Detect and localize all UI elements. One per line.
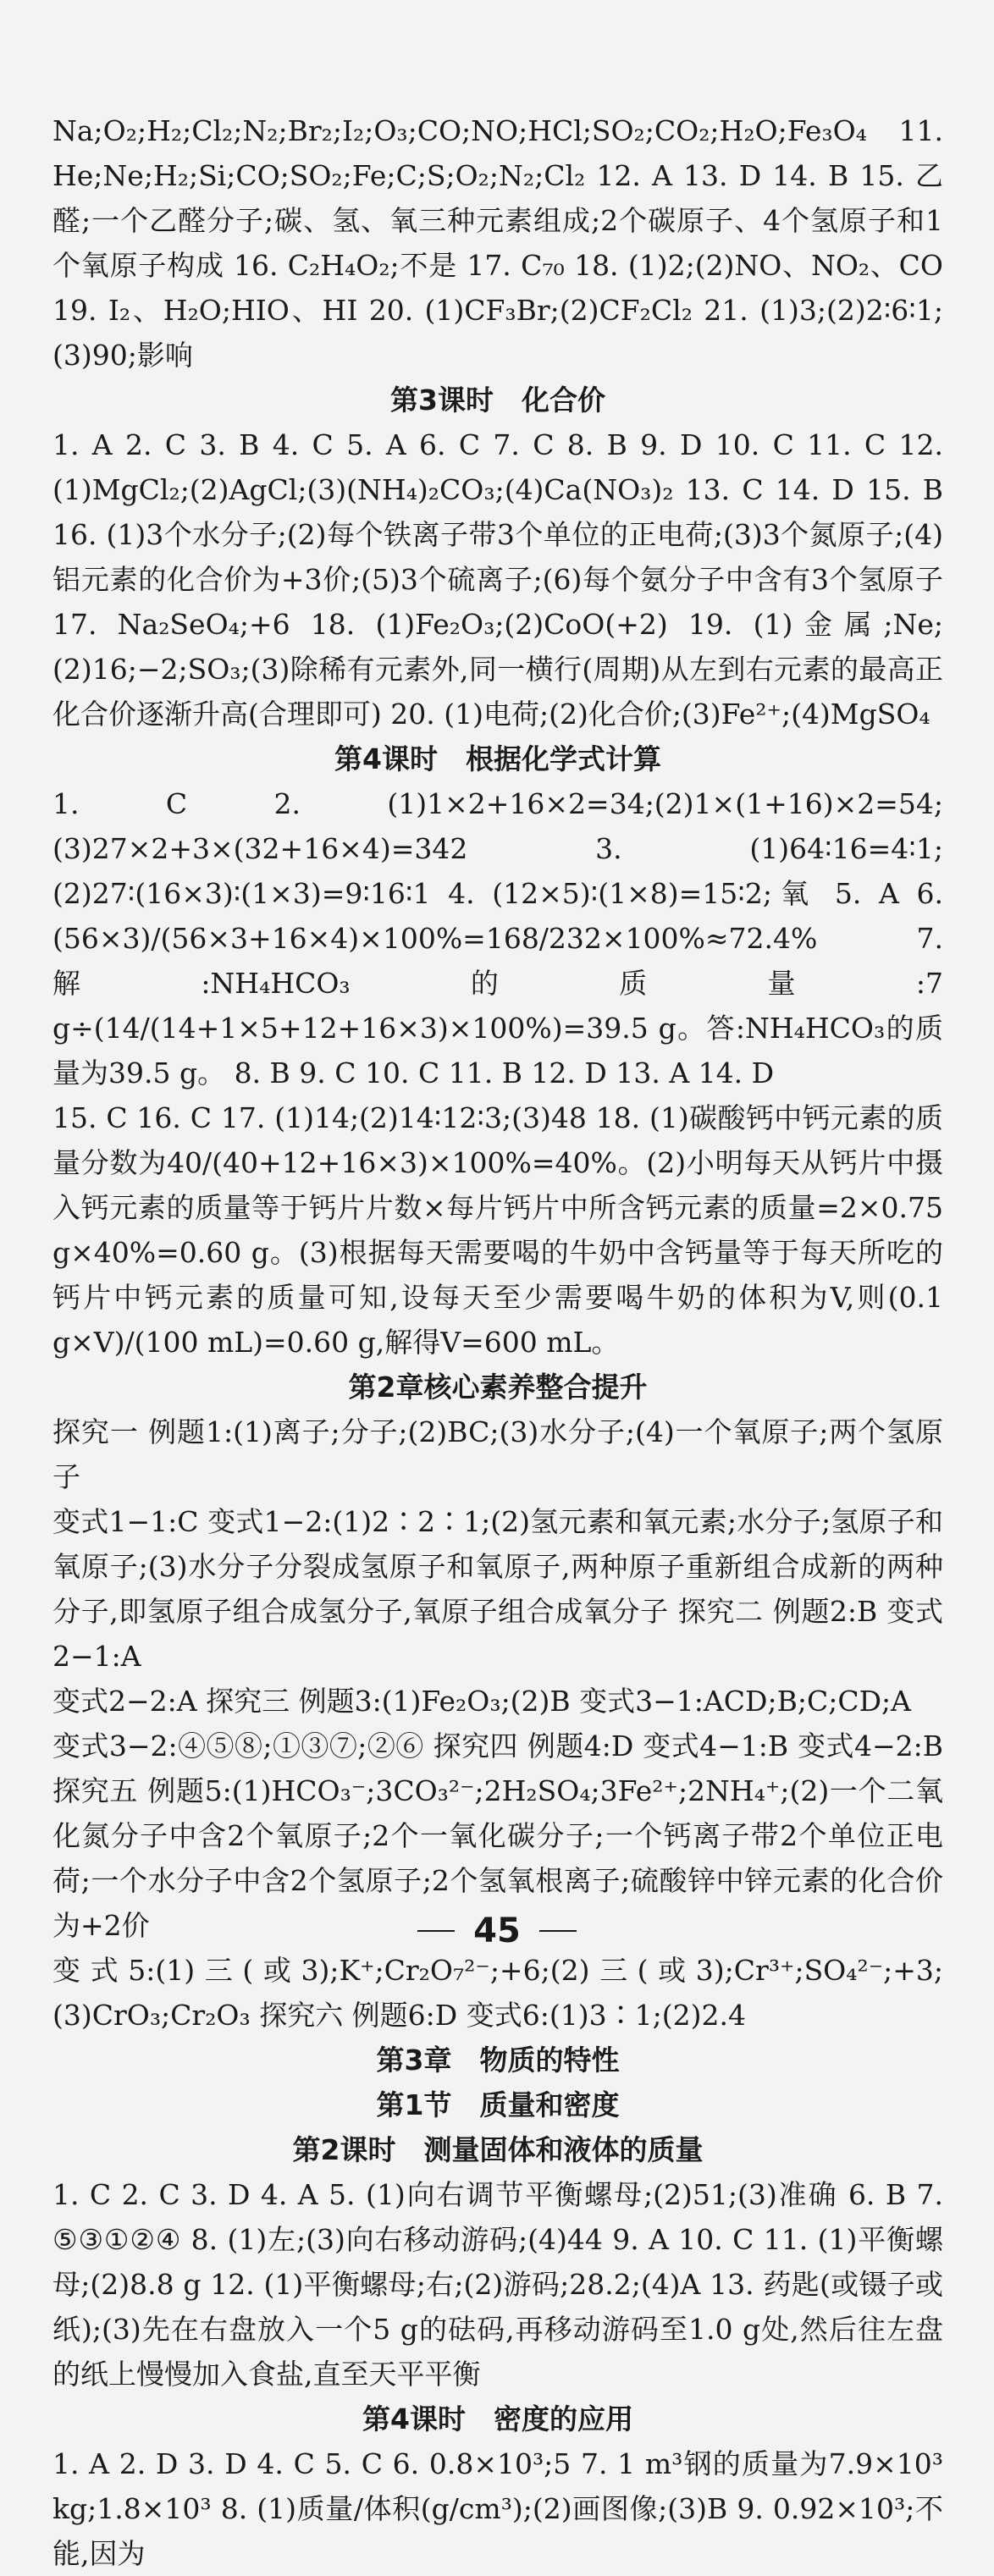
section-heading: 第2章核心素养整合提升 xyxy=(348,1371,648,1404)
section-heading: 第2课时 测量固体和液体的质量 xyxy=(292,2133,704,2166)
footer-rule-left xyxy=(417,1930,455,1932)
paragraph: 15. C 16. C 17. (1)14;(2)14∶12∶3;(3)48 18. (1)碳酸钙中钙元素的质量分数为40/(40+12+16×3)×100%=40%。(2)小明每天从钙片中摄入钙元素的质量等于钙片片数×每片钙片中所含钙元素的质量=2×0.75 g×40%=0.60 g。(3)根据每天需要喝的牛奶中含钙量等于每天所吃的钙片中钙元素的质量可知,设每天至少需要喝牛奶的体积为V,则(0.1 g×V)/(100 mL)=0.60 g,解得V=600 mL。 xyxy=(52,1101,943,1359)
page-number: 45 xyxy=(473,1911,521,1950)
paragraph: Na;O₂;H₂;Cl₂;N₂;Br₂;I₂;O₃;CO;NO;HCl;SO₂;CO₂;H₂O;Fe₃O₄ 11. He;Ne;H₂;Si;CO;SO₂;Fe;C;S;O₂;N₂;Cl₂ 12. A 13. D 14. B 15. 乙醛;一个乙醛分子;碳、氢、氧三种元素组成;2个碳原子、4个氢原子和1个氧原子构成 16. C₂H₄O₂;不是 17. C₇₀ 18. (1)2;(2)NO、NO₂、CO 19. I₂、H₂O;HIO、HI 20. (1)CF₃Br;(2)CF₂Cl₂ 21. (1)3;(2)2∶6∶1;(3)90;影响 xyxy=(52,114,943,372)
section-heading: 第4课时 密度的应用 xyxy=(362,2402,633,2435)
paragraph: 1. C 2. (1)1×2+16×2=34;(2)1×(1+16)×2=54;(3)27×2+3×(32+16×4)=342 3. (1)64∶16=4∶1;(2)27∶(16×3)∶(1×3)=9∶16∶1 4. (12×5)∶(1×8)=15∶2;氧 5. A 6. (56×3)/(56×3+16×4)×100%=168/232×100%≈72.4% 7. 解:NH₄HCO₃的质量:7 g÷(14/(14+1×5+12+16×3)×100%)=39.5 g。答:NH₄HCO₃的质量为39.5 g。 8. B 9. C 10. C 11. B 12. D 13. A 14. D xyxy=(52,787,943,1089)
footer-rule-right xyxy=(539,1930,577,1932)
section-heading: 第3课时 化合价 xyxy=(390,383,605,416)
paragraph: 探究一 例题1:(1)离子;分子;(2)BC;(3)水分子;(4)一个氧原子;两个氢原子 xyxy=(52,1415,943,1493)
paragraph: 1. A 2. D 3. D 4. C 5. C 6. 0.8×10³;5 7. 1 m³钢的质量为7.9×10³ kg;1.8×10³ 8. (1)质量/体积(g/cm³);(2)画图像;(3)B 9. 0.92×10³;不能,因为 xyxy=(52,2447,943,2570)
content xyxy=(52,108,943,2576)
paragraph: 变式5:(1)三(或3);K⁺;Cr₂O₇²⁻;+6;(2)三(或3);Cr³⁺;SO₄²⁻;+3;(3)CrO₃;Cr₂O₃ 探究六 例题6:D 变式6:(1)3∶1;(2)2.4 xyxy=(52,1954,943,2032)
paragraph: 变式3−2:④⑤⑧;①③⑦;②⑥ 探究四 例题4:D 变式4−1:B 变式4−2:B 探究五 例题5:(1)HCO₃⁻;3CO₃²⁻;2H₂SO₄;3Fe²⁺;2NH₄⁺;(2)一个二氧化氮分子中含2个氧原子;2个一氧化碳分子;一个钙离子带2个单位正电荷;一个水分子中含2个氢原子;2个氢氧根离子;硫酸锌中锌元素的化合价为+2价 xyxy=(52,1729,943,1942)
paragraph: 1. A 2. C 3. B 4. C 5. A 6. C 7. C 8. B 9. D 10. C 11. C 12. (1)MgCl₂;(2)AgCl;(3)(NH₄)₂CO₃;(4)Ca(NO₃)₂ 13. C 14. D 15. B 16. (1)3个水分子;(2)每个铁离子带3个单位的正电荷;(3)3个氮原子;(4)铝元素的化合价为+3价;(5)3个硫离子;(6)每个氨分子中含有3个氢原子 17. Na₂SeO₄;+6 18. (1)Fe₂O₃;(2)CoO(+2) 19. (1)金属;Ne;(2)16;−2;SO₃;(3)除稀有元素外,同一横行(周期)从左到右元素的最高正化合价逐渐升高(合理即可) 20. (1)电荷;(2)化合价;(3)Fe²⁺;(4)MgSO₄ xyxy=(52,428,943,731)
section-heading: 第4课时 根据化学式计算 xyxy=(334,742,661,775)
section-heading: 第1节 质量和密度 xyxy=(376,2088,620,2121)
paragraph: 变式1−1:C 变式1−2:(1)2∶2∶1;(2)氢元素和氧元素;水分子;氢原子和氧原子;(3)水分子分裂成氢原子和氧原子,两种原子重新组合成新的两种分子,即氢原子组合成氢分子,氧原子组合成氧分子 探究二 例题2:B 变式2−1:A xyxy=(52,1505,943,1673)
paragraph: 1. C 2. C 3. D 4. A 5. (1)向右调节平衡螺母;(2)51;(3)准确 6. B 7. ⑤③①②④ 8. (1)左;(3)向右移动游码;(4)44 9. A 10. C 11. (1)平衡螺母;(2)8.8 g 12. (1)平衡螺母;右;(2)游码;28.2;(4)A 13. 药匙(或镊子或纸);(3)先在右盘放入一个5 g的砝码,再移动游码至1.0 g处,然后往左盘的纸上慢慢加入食盐,直至天平平衡 xyxy=(52,2178,943,2391)
paragraph: 变式2−2:A 探究三 例题3:(1)Fe₂O₃;(2)B 变式3−1:ACD;B;C;CD;A xyxy=(52,1685,911,1718)
chapter-heading: 第3章 物质的特性 xyxy=(376,2044,620,2077)
page-footer xyxy=(0,1911,994,1950)
